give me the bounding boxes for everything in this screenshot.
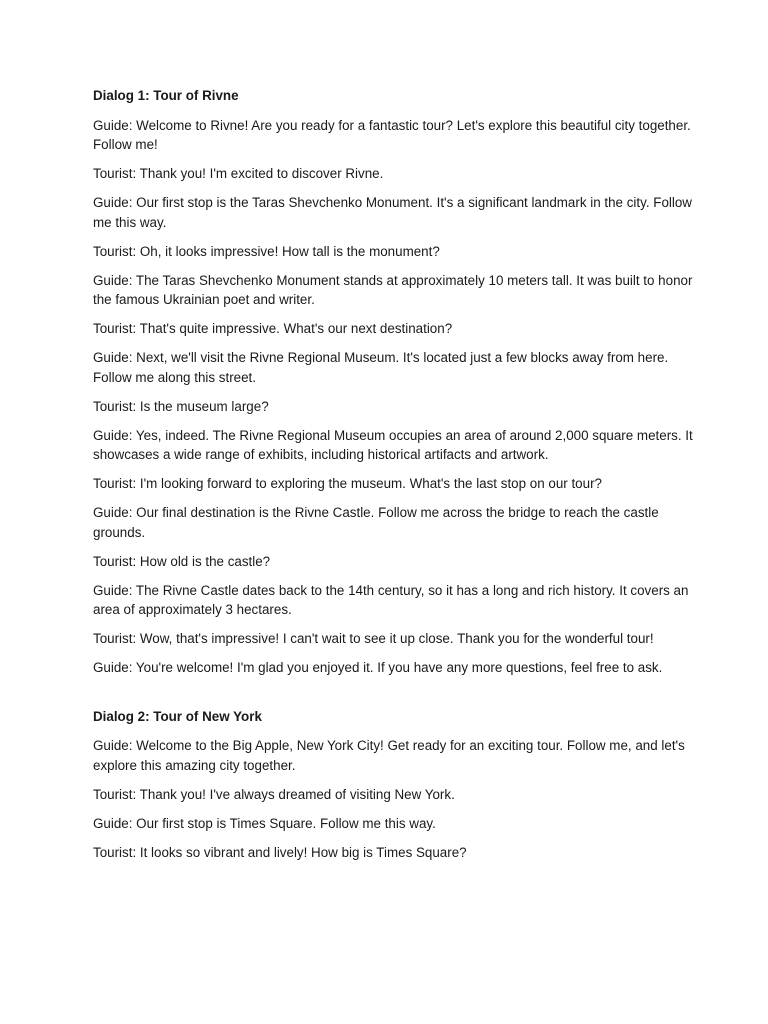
dialog-line: Tourist: Oh, it looks impressive! How tall is the monument?: [93, 243, 440, 259]
dialog-line: Guide: Our final destination is the Rivne Castle. Follow me across the bridge to reach the castle grounds.: [93, 505, 659, 540]
dialog-line: Guide: Our first stop is the Taras Shevchenko Monument. It's a significant landmark in the city. Follow me this way.: [93, 195, 692, 230]
document-page: [93, 86, 693, 872]
dialog-heading: Dialog 2: Tour of New York: [93, 708, 262, 724]
dialog-line: Guide: The Taras Shevchenko Monument stands at approximately 10 meters tall. It was built to honor the famous Ukrainian poet and writer.: [93, 272, 693, 307]
dialog-line: Tourist: That's quite impressive. What's our next destination?: [93, 321, 453, 336]
dialog-line: Guide: Welcome to Rivne! Are you ready for a fantastic tour? Let's explore this beautiful city together. Follow me!: [93, 117, 691, 152]
dialog-line: Guide: You're welcome! I'm glad you enjoyed it. If you have any more questions, feel free to ask.: [93, 660, 663, 675]
dialog-line: Guide: Welcome to the Big Apple, New York City! Get ready for an exciting tour. Follow me, and let's explore this amazing city together.: [93, 738, 685, 773]
dialog-line: Guide: The Rivne Castle dates back to the 14th century, so it has a long and rich history. It covers an area of approximately 3 hectares.: [93, 582, 689, 617]
dialog-line: Tourist: It looks so vibrant and lively! How big is Times Square?: [93, 844, 467, 860]
dialog-line: Tourist: Thank you! I'm excited to discover Rivne.: [93, 166, 384, 181]
dialog-line: Tourist: How old is the castle?: [93, 553, 271, 569]
dialog-line: Guide: Yes, indeed. The Rivne Regional Museum occupies an area of around 2,000 square meters. It showcases a wide range of exhibits, including historical artifacts and artwork.: [93, 427, 693, 462]
dialog-line: Tourist: I'm looking forward to exploring the museum. What's the last stop on our tour?: [93, 476, 602, 491]
dialog-line: Guide: Our first stop is Times Square. Follow me this way.: [93, 815, 436, 831]
dialog-section-new-york: [93, 707, 693, 863]
dialog-section-rivne: [93, 86, 693, 678]
dialog-line: Tourist: Thank you! I've always dreamed of visiting New York.: [93, 786, 455, 802]
dialog-line: Guide: Next, we'll visit the Rivne Regional Museum. It's located just a few blocks away from here. Follow me along this street.: [93, 350, 669, 385]
dialog-line: Tourist: Wow, that's impressive! I can't wait to see it up close. Thank you for the wonderful tour!: [93, 631, 654, 646]
dialog-heading: Dialog 1: Tour of Rivne: [93, 88, 239, 103]
dialog-line: Tourist: Is the museum large?: [93, 398, 269, 414]
